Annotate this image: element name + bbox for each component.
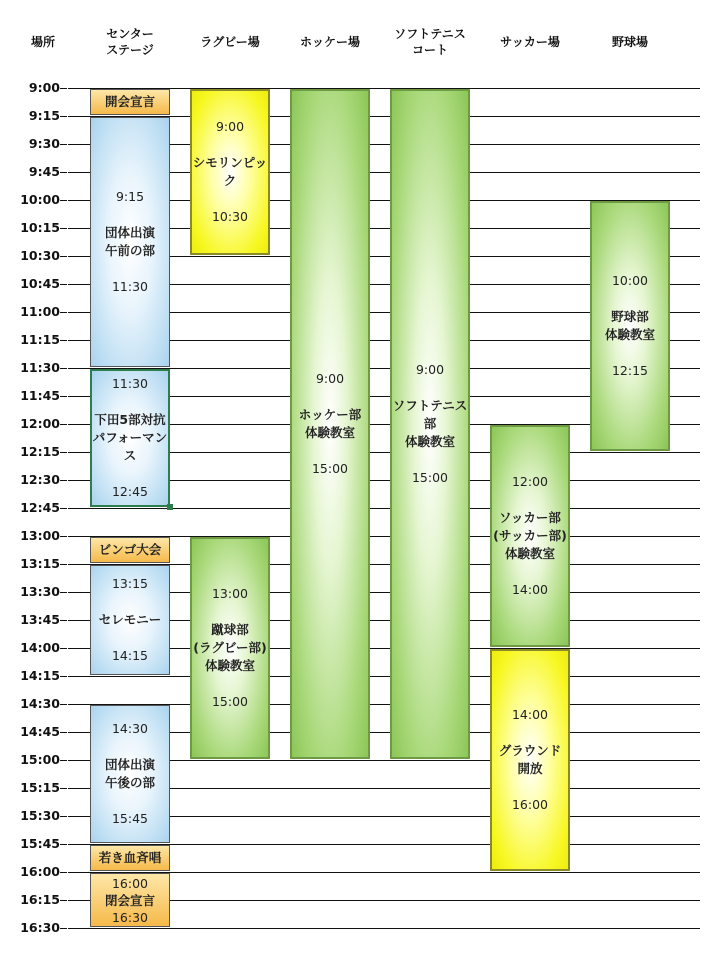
grid-line [68, 676, 700, 677]
time-tick [60, 704, 67, 705]
time-label: 14:45 [20, 724, 60, 739]
time-label: 10:45 [20, 276, 60, 291]
time-label: 11:30 [20, 360, 60, 375]
event-block[interactable] [90, 537, 170, 563]
event-time: 10:30 [211, 209, 249, 224]
event-time: 15:45 [111, 811, 149, 826]
event-block[interactable] [90, 89, 170, 115]
time-tick [60, 648, 67, 649]
time-tick [60, 256, 67, 257]
time-tick [60, 116, 67, 117]
event-time: 9:15 [115, 189, 145, 204]
event-time: 11:30 [111, 376, 149, 391]
venue-header: 野球場 [611, 35, 648, 49]
venue-header: サッカー場 [500, 35, 560, 49]
event-time: 12:15 [611, 363, 649, 378]
time-label: 14:30 [20, 696, 60, 711]
event-block[interactable] [390, 89, 470, 759]
time-label: 14:00 [20, 640, 60, 655]
time-tick [60, 284, 67, 285]
event-title: 閉会宣言 [104, 892, 155, 908]
event-time: 10:00 [611, 273, 649, 288]
event-block[interactable] [190, 89, 270, 255]
resize-handle[interactable] [167, 504, 173, 510]
time-label: 15:45 [20, 836, 60, 851]
event-block[interactable] [90, 369, 170, 507]
event-title: グラウンド 開放 [498, 743, 562, 776]
time-tick [60, 228, 67, 229]
event-time: 14:30 [111, 721, 149, 736]
time-tick [60, 88, 67, 89]
time-label: 13:15 [20, 556, 60, 571]
time-tick [60, 144, 67, 145]
time-label: 9:00 [28, 80, 60, 95]
time-tick [60, 424, 67, 425]
event-title: 蹴球部 (ラグビー部) 体験教室 [193, 622, 267, 673]
event-time: 12:00 [511, 474, 549, 489]
time-label: 9:30 [28, 136, 60, 151]
venue-header: センター ステージ [106, 27, 154, 57]
event-title: 野球部 体験教室 [604, 309, 655, 342]
time-label: 9:45 [28, 164, 60, 179]
event-time: 9:00 [315, 371, 345, 386]
event-block[interactable] [490, 425, 570, 647]
event-block[interactable] [90, 117, 170, 367]
time-tick [60, 788, 67, 789]
event-title: ソフトテニス部 体験教室 [392, 398, 468, 449]
event-title: 開会宣言 [104, 94, 155, 109]
time-label: 12:00 [20, 416, 60, 431]
event-time: 16:30 [111, 909, 149, 925]
time-tick [60, 452, 67, 453]
event-block[interactable] [490, 649, 570, 871]
event-title: ホッケー部 体験教室 [298, 407, 362, 440]
time-tick [60, 676, 67, 677]
time-label: 12:15 [20, 444, 60, 459]
place-header: 場所 [30, 35, 55, 49]
event-time: 13:00 [211, 586, 249, 601]
time-label: 10:00 [20, 192, 60, 207]
time-label: 15:30 [20, 808, 60, 823]
time-tick [60, 900, 67, 901]
event-time: 15:00 [411, 470, 449, 485]
time-tick [60, 508, 67, 509]
event-title: ソッカー部 (サッカー部) 体験教室 [493, 510, 567, 561]
event-block[interactable] [290, 89, 370, 759]
time-tick [60, 620, 67, 621]
venue-header: ホッケー場 [299, 35, 360, 49]
time-label: 14:15 [20, 668, 60, 683]
time-label: 16:15 [20, 892, 60, 907]
time-tick [60, 396, 67, 397]
time-tick [60, 564, 67, 565]
time-label: 13:30 [20, 584, 60, 599]
venue-header: ラグビー場 [200, 35, 260, 49]
event-title: シモリンピック [192, 155, 268, 188]
time-label: 16:30 [20, 920, 60, 935]
event-block[interactable] [90, 845, 170, 871]
event-block[interactable] [90, 565, 170, 675]
event-time: 13:15 [111, 576, 149, 591]
event-block[interactable] [190, 537, 270, 759]
event-title: セレモニー [98, 612, 162, 627]
event-title: 下田5部対抗 パフォーマンス [92, 412, 168, 463]
event-title: 若き血斉唱 [98, 850, 162, 865]
time-label: 9:15 [28, 108, 60, 123]
time-label: 13:00 [20, 528, 60, 543]
time-label: 10:15 [20, 220, 60, 235]
event-time: 16:00 [111, 875, 149, 891]
event-time: 12:45 [111, 484, 149, 499]
time-label: 15:15 [20, 780, 60, 795]
time-tick [60, 536, 67, 537]
time-tick [60, 732, 67, 733]
time-label: 15:00 [20, 752, 60, 767]
event-time: 15:00 [211, 694, 249, 709]
event-block[interactable] [90, 705, 170, 843]
time-tick [60, 172, 67, 173]
event-time: 9:00 [415, 362, 445, 377]
grid-line [68, 508, 700, 509]
event-time: 9:00 [215, 119, 245, 134]
time-tick [60, 928, 67, 929]
grid-line [68, 928, 700, 929]
time-tick [60, 312, 67, 313]
time-tick [60, 200, 67, 201]
event-time: 14:15 [111, 648, 149, 663]
time-label: 13:45 [20, 612, 60, 627]
time-tick [60, 872, 67, 873]
time-tick [60, 816, 67, 817]
time-label: 12:45 [20, 500, 60, 515]
time-label: 11:00 [20, 304, 60, 319]
time-tick [60, 340, 67, 341]
time-tick [60, 844, 67, 845]
event-title: ビンゴ大会 [98, 542, 162, 557]
time-label: 12:30 [20, 472, 60, 487]
time-tick [60, 480, 67, 481]
time-tick [60, 760, 67, 761]
event-time: 16:00 [511, 797, 549, 812]
event-time: 11:30 [111, 279, 149, 294]
event-block[interactable] [90, 873, 170, 927]
event-time: 14:00 [511, 582, 549, 597]
venue-header: ソフトテニス コート [394, 27, 466, 57]
time-label: 11:45 [20, 388, 60, 403]
time-label: 16:00 [20, 864, 60, 879]
time-label: 10:30 [20, 248, 60, 263]
event-time: 14:00 [511, 707, 549, 722]
event-title: 団体出演 午後の部 [104, 757, 155, 790]
time-label: 11:15 [20, 332, 60, 347]
time-tick [60, 368, 67, 369]
event-block[interactable] [590, 201, 670, 451]
time-tick [60, 592, 67, 593]
event-title: 団体出演 午前の部 [104, 225, 155, 258]
event-time: 15:00 [311, 461, 349, 476]
